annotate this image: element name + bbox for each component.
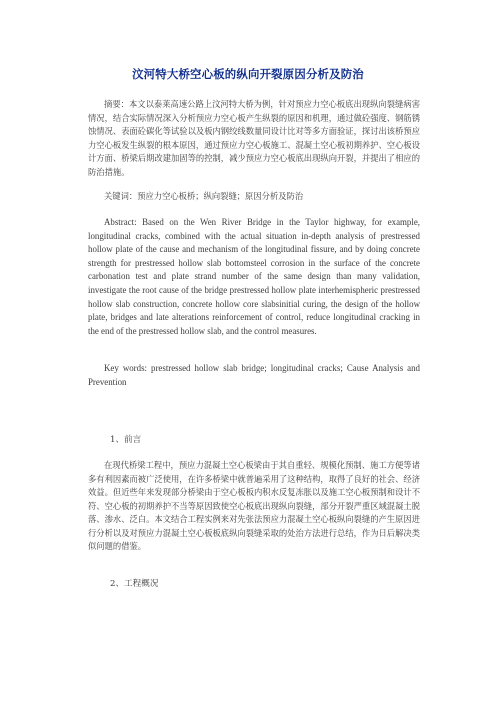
keywords-chinese: 关键词：预应力空心板桥；纵向裂缝；原因分析及防治 [104, 191, 304, 201]
section-1-body: 在现代桥梁工程中，预应力混凝土空心板梁由于其自重轻、规模化预制、施工方便等诸多有利因素而被广泛使用，在许多桥梁中就普遍采用了这种结构，取得了良好的社会、经济效益。但近些年来发现部分桥梁由于空心板板内积水反复冻胀以及施工空心板预制和设计不符、空心板的初期养护不当等原因致使空心板底出现纵向裂缝，部分开裂严重区域混凝土脱落、渗水、泛白。本文结合工程实例来对先张法预应力混凝土空心板纵向裂缝的产生原因进行分析以及对预应力混凝土空心板板底纵向裂缝采取的处治方法进行总结，作为日后解决类似问题的借鉴。 [88, 460, 420, 551]
section-2-heading: 2、工程概况 [110, 579, 159, 589]
keywords-english: Key words: prestressed hollow slab bridge; longitudinal cracks; Cause Analysis and Prevention [88, 363, 420, 387]
abstract-chinese: 摘要：本文以泰莱高速公路上汶河特大桥为例，针对预应力空心板底出现纵向裂缝病害情况，结合实际情况深入分析预应力空心板产生纵裂的原因和机理，通过做砼强度、钢筋锈蚀情况、表面砼碳化等试验以及板内钢绞线数量同设计比对等多方面验证，探讨出该桥预应力空心板发生纵裂的根本原因，通过预应力空心板施工、混凝土空心板初期养护、空心板设计方面、桥梁后期改建加固等的控制，减少预应力空心板底出现纵向开裂，并提出了相应的防治措施。 [88, 99, 420, 177]
section-1-heading: 1、前言 [110, 435, 142, 445]
abstract-english: Abstract: Based on the Wen River Bridge in the Taylor highway, for example, longitudinal cracks, combined with the actual situation in-depth analysis of prestressed hollow plate of the cause and mechanism of the longitudinal fissure, and by doing concrete strength for prestressed hollow slab bottomsteel corrosion in the surface of the concrete carbonation test and plate strand number of the same design than many validation, investigate the root cause of the bridge prestressed hollow plate interhemispheric prestressed hollow slab construction, concrete hollow core slabsinitial curing, the design of the hollow plate, bridges and late alterations reinforcement of control, reduce longitudinal cracking in the end of the prestressed hollow slab, and the control measures. [88, 217, 420, 336]
document-title: 汶河特大桥空心板的纵向开裂原因分析及防治 [132, 67, 364, 81]
